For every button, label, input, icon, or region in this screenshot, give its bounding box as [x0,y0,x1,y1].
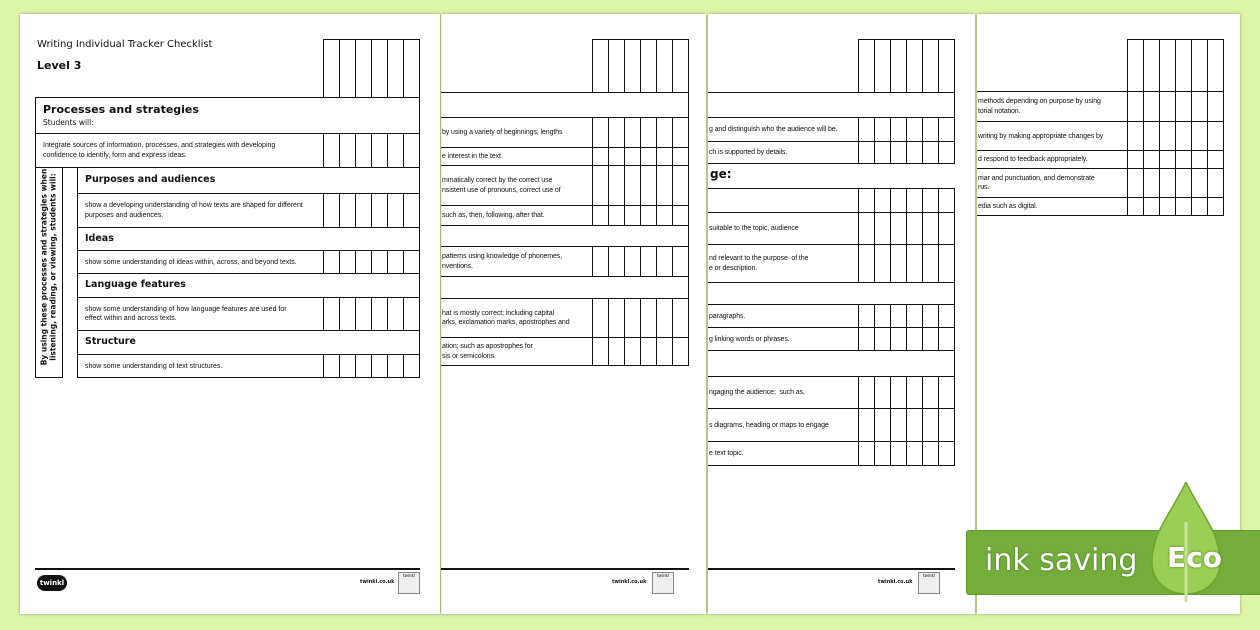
checkbox[interactable] [323,193,340,228]
criterion-text: by using a variety of beginnings, lengths [442,129,563,136]
checkbox[interactable] [890,212,907,245]
criterion-text: show a developing understanding of how texts are shaped for different purposes and audiences. [85,202,303,219]
checkbox[interactable] [858,117,875,142]
checkbox[interactable] [1191,168,1208,198]
checkbox[interactable] [656,117,673,148]
criterion-text: methods depending on purpose by using torial notation. [978,98,1101,115]
checkbox[interactable] [1159,168,1176,198]
quality-badge-icon: twinkl [918,572,940,594]
checkbox[interactable] [387,193,404,228]
checkbox[interactable] [656,147,673,166]
checkbox[interactable] [906,141,923,164]
checkbox[interactable] [1143,197,1160,216]
checkbox[interactable] [922,212,939,245]
checkbox[interactable] [874,441,891,466]
checkbox[interactable] [874,117,891,142]
checkbox[interactable] [339,250,356,274]
category-heading: Language features [85,279,186,290]
footer-url: twinkl.co.uk [878,579,913,585]
checkbox[interactable] [672,246,689,277]
checkbox[interactable] [858,327,875,351]
checkbox[interactable] [938,327,955,351]
checkbox[interactable] [890,304,907,328]
checkbox[interactable] [355,39,372,98]
criterion-text: patterns using knowledge of phonemes, nventions. [442,253,563,270]
checkbox[interactable] [890,188,907,213]
checkbox[interactable] [323,354,340,378]
checkbox[interactable] [1143,91,1160,122]
checkbox[interactable] [656,337,673,366]
checkbox[interactable] [371,354,388,378]
checkbox[interactable] [1143,150,1160,169]
checkbox[interactable] [858,212,875,245]
checkbox[interactable] [858,188,875,213]
footer-url: twinkl.co.uk [360,579,395,585]
checkbox[interactable] [355,297,372,331]
checkbox[interactable] [608,298,625,338]
checkbox[interactable] [608,246,625,277]
checkbox[interactable] [922,376,939,409]
checkbox[interactable] [672,165,689,206]
checkbox[interactable] [672,39,689,93]
checkbox[interactable] [1159,121,1176,151]
category-row [77,227,420,251]
category-row [441,92,689,118]
checkbox[interactable] [1175,39,1192,92]
checkbox[interactable] [922,304,939,328]
checkbox[interactable] [592,117,609,148]
criterion-text: g linking words or phrases. [709,335,790,343]
criterion-text: mmatically correct by the correct use nsistent use of pronouns, correct use of [442,177,561,194]
checkbox[interactable] [656,205,673,226]
checkbox[interactable] [608,165,625,206]
checkbox[interactable] [906,244,923,283]
category-row [708,350,955,377]
checkbox[interactable] [403,39,420,98]
quality-badge-icon: twinkl [652,572,674,594]
category-row [441,276,689,299]
checkbox[interactable] [890,141,907,164]
checkbox[interactable] [874,327,891,351]
checkbox[interactable] [355,193,372,228]
checkbox[interactable] [1207,91,1224,122]
checkbox[interactable] [608,117,625,148]
checkbox[interactable] [858,141,875,164]
checkbox[interactable] [906,304,923,328]
checkbox[interactable] [592,205,609,226]
section-subtitle: Students will: [43,118,94,127]
quality-badge-icon: twinkl [398,572,420,594]
checkbox[interactable] [339,133,356,168]
footer-line [708,568,955,570]
checkbox[interactable] [403,297,420,331]
checkbox[interactable] [858,244,875,283]
checkbox[interactable] [355,354,372,378]
checkbox[interactable] [1191,39,1208,92]
category-row [77,167,420,194]
checkbox[interactable] [858,408,875,442]
twinkl-logo: twinkl [37,575,67,591]
checkbox[interactable] [1175,150,1192,169]
checkbox[interactable] [890,244,907,283]
checkbox[interactable] [1175,91,1192,122]
checkbox[interactable] [640,337,657,366]
checkbox[interactable] [640,147,657,166]
checkbox[interactable] [355,250,372,274]
checkbox[interactable] [592,298,609,338]
checkbox[interactable] [371,193,388,228]
checkbox[interactable] [608,39,625,93]
checkbox[interactable] [1127,121,1144,151]
criterion-text: paragraphs. [709,312,746,320]
checkbox[interactable] [922,441,939,466]
checkbox[interactable] [938,39,955,93]
criterion-text: show some understanding of text structures. [85,362,223,370]
checkbox[interactable] [874,376,891,409]
checkbox[interactable] [656,298,673,338]
criterion-text: edia such as digital. [978,203,1038,210]
checkbox[interactable] [387,354,404,378]
section-header [35,97,420,134]
section-title: Processes and strategies [43,103,199,116]
checkbox[interactable] [938,441,955,466]
category-row [77,273,420,298]
criterion-text: ch is supported by details. [709,149,788,156]
checkbox[interactable] [403,354,420,378]
checkbox[interactable] [1127,168,1144,198]
checkbox[interactable] [938,408,955,442]
checkbox[interactable] [1207,168,1224,198]
checkbox[interactable] [874,141,891,164]
checkbox[interactable] [640,165,657,206]
checkbox[interactable] [592,165,609,206]
section-heading: ge: [710,167,732,181]
checkbox[interactable] [624,205,641,226]
checkbox[interactable] [672,147,689,166]
footer-line [441,568,689,570]
checkbox[interactable] [672,205,689,226]
category-row [77,330,420,355]
checkbox[interactable] [323,297,340,331]
checkbox[interactable] [906,188,923,213]
checkbox[interactable] [922,188,939,213]
checkbox[interactable] [938,244,955,283]
checkbox[interactable] [592,147,609,166]
category-row [708,92,955,118]
checkbox[interactable] [1207,121,1224,151]
checkbox[interactable] [1127,197,1144,216]
checkbox[interactable] [592,246,609,277]
checkbox[interactable] [1127,39,1144,92]
criterion-text: ngaging the audience; such as, [709,389,805,396]
checkbox[interactable] [403,250,420,274]
checkbox[interactable] [371,39,388,98]
checkbox[interactable] [906,408,923,442]
criterion-text: show some understanding of how language features are used for effect within and across texts. [85,305,287,322]
checkbox[interactable] [1207,197,1224,216]
checkbox[interactable] [874,212,891,245]
checkbox[interactable] [938,117,955,142]
ink-saving-text: ink saving [985,543,1138,578]
checkbox[interactable] [371,297,388,331]
checkbox[interactable] [323,250,340,274]
checkbox[interactable] [890,327,907,351]
checkbox[interactable] [624,246,641,277]
checkbox[interactable] [656,39,673,93]
side-label: By using these processes and strategies when listening, reading, or viewing, students will: [39,168,58,366]
checkbox[interactable] [906,212,923,245]
checkbox[interactable] [938,376,955,409]
checkbox[interactable] [858,441,875,466]
checkbox[interactable] [339,354,356,378]
checkbox[interactable] [387,133,404,168]
checkbox[interactable] [938,212,955,245]
checkbox[interactable] [624,147,641,166]
footer-line [35,568,420,570]
checkbox[interactable] [624,165,641,206]
checkbox[interactable] [624,117,641,148]
checkbox[interactable] [858,376,875,409]
category-row [708,282,955,305]
criterion-text: d respond to feedback appropriately. [978,156,1088,163]
criterion-text: writing by making appropriate changes by [978,132,1104,140]
checkbox[interactable] [672,117,689,148]
criterion-text: ation; such as apostrophes for sis or semicolons. [442,343,533,360]
checkbox[interactable] [922,244,939,283]
checkbox[interactable] [640,246,657,277]
checkbox[interactable] [608,147,625,166]
checkbox[interactable] [922,39,939,93]
checkbox[interactable] [1207,39,1224,92]
checkbox[interactable] [1143,121,1160,151]
page-title: Writing Individual Tracker Checklist [37,39,213,50]
criterion-text: nd relevant to the purpose of the e or description. [709,255,809,272]
category-heading: Purposes and audiences [85,174,216,185]
checkbox[interactable] [672,337,689,366]
checkbox[interactable] [890,441,907,466]
checkbox[interactable] [874,304,891,328]
checkbox[interactable] [608,337,625,366]
checkbox[interactable] [874,188,891,213]
checkbox[interactable] [938,304,955,328]
checkbox[interactable] [890,408,907,442]
checkbox[interactable] [323,39,340,98]
checkbox[interactable] [874,408,891,442]
checkbox[interactable] [922,141,939,164]
checkbox[interactable] [938,141,955,164]
category-row [441,225,689,247]
checkbox[interactable] [640,39,657,93]
checkbox[interactable] [339,39,356,98]
checkbox[interactable] [858,39,875,93]
checkbox[interactable] [906,441,923,466]
criterion-text: g and distinguish who the audience will be. [709,126,838,133]
checkbox[interactable] [922,327,939,351]
checkbox[interactable] [922,117,939,142]
checkbox[interactable] [922,408,939,442]
checkbox[interactable] [874,39,891,93]
criterion-text: mar and punctuation, and demonstrate rus. [978,174,1095,191]
checkbox[interactable] [624,39,641,93]
checkbox[interactable] [1207,150,1224,169]
checkbox[interactable] [938,188,955,213]
checkbox[interactable] [339,193,356,228]
checkbox[interactable] [656,246,673,277]
checkbox[interactable] [1143,39,1160,92]
checkbox[interactable] [640,298,657,338]
checkbox[interactable] [403,193,420,228]
side-label-column [35,167,63,378]
checkbox[interactable] [371,250,388,274]
checkbox[interactable] [1191,121,1208,151]
checkbox[interactable] [1143,168,1160,198]
checkbox[interactable] [339,297,356,331]
checkbox[interactable] [890,376,907,409]
checkbox[interactable] [1127,91,1144,122]
category-heading: Ideas [85,232,114,244]
checkbox[interactable] [387,250,404,274]
checkbox[interactable] [1191,197,1208,216]
checkbox[interactable] [387,39,404,98]
checkbox[interactable] [592,39,609,93]
checkbox[interactable] [403,133,420,168]
checkbox[interactable] [355,133,372,168]
checkbox[interactable] [387,297,404,331]
checkbox[interactable] [906,376,923,409]
checkbox[interactable] [890,117,907,142]
criterion-text: s diagrams, heading or maps to engage [709,421,829,429]
checkbox[interactable] [371,133,388,168]
checkbox[interactable] [874,244,891,283]
page-2 [441,14,706,614]
checkbox[interactable] [1159,39,1176,92]
checkbox[interactable] [624,337,641,366]
checkbox[interactable] [608,205,625,226]
criterion-text: such as, then, following, after that. [442,212,545,219]
checkbox[interactable] [906,117,923,142]
checkbox[interactable] [656,165,673,206]
checkbox[interactable] [1191,150,1208,169]
checkbox[interactable] [1159,150,1176,169]
checkbox[interactable] [1175,168,1192,198]
criterion-text: e interest in the text. [442,153,503,160]
criterion-text: e text topic. [709,450,744,457]
checkbox[interactable] [906,39,923,93]
page-3 [708,14,975,614]
checkbox[interactable] [323,133,340,168]
checkbox[interactable] [906,327,923,351]
eco-label: Eco [1167,541,1222,574]
checkbox[interactable] [1175,121,1192,151]
footer-url: twinkl.co.uk [612,579,647,585]
criterion-text: Integrate sources of information, processes, and strategies with developing confidence to identify, form and express ideas. [43,142,276,159]
checkbox[interactable] [624,298,641,338]
category-heading: Structure [85,336,136,347]
checkbox[interactable] [1159,197,1176,216]
checkbox[interactable] [858,304,875,328]
level-label: Level 3 [37,59,82,72]
criterion-text: suitable to the topic, audience [709,225,799,232]
criterion-text: hat is mostly correct; including capital arks, exclamation marks, apostrophes and [442,309,570,326]
checkbox[interactable] [1191,91,1208,122]
criterion-text: show some understanding of ideas within, across, and beyond texts. [85,258,297,266]
checkbox[interactable] [640,117,657,148]
checkbox[interactable] [1175,197,1192,216]
checkbox[interactable] [672,298,689,338]
page-1 [20,14,440,614]
checkbox[interactable] [640,205,657,226]
checkbox[interactable] [890,39,907,93]
checkbox[interactable] [1127,150,1144,169]
checkbox[interactable] [1159,91,1176,122]
checkbox[interactable] [592,337,609,366]
